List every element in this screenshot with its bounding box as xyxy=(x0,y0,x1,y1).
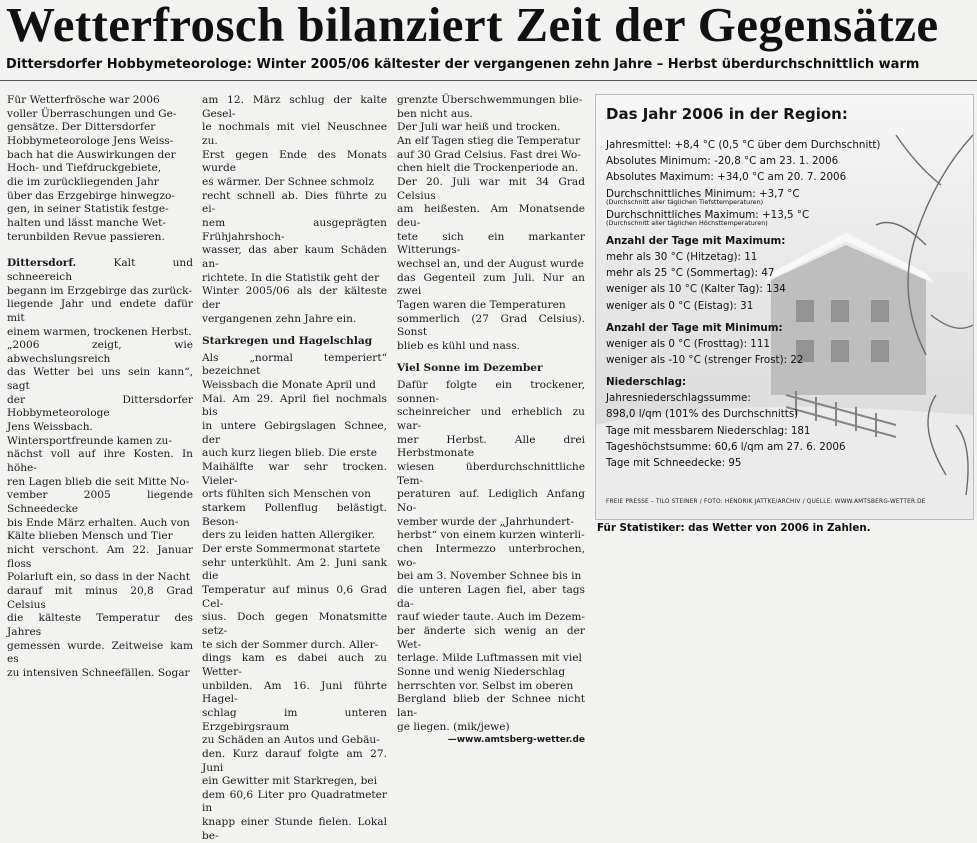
subheadline: Dittersdorfer Hobbymeteorologe: Winter 2005/06 kältester der vergangenen zehn Jahre – Herbst überdurchschnittlich warm xyxy=(6,57,920,72)
group-heading: Anzahl der Tage mit Minimum: xyxy=(606,321,783,334)
stat-row: Tageshöchstsumme: 60,6 l/qm am 27. 6. 2006 xyxy=(606,440,846,453)
stat-row: weniger als 10 °C (Kalter Tag): 134 xyxy=(606,283,786,296)
divider xyxy=(0,80,977,81)
section-heading: Starkregen und Hagelschlag xyxy=(202,335,373,348)
article-paragraph: Dafür folgte ein trockener, sonnen- scheinreicher und erheblich zu war- mer Herbst. Alle drei Herbstmonate wiesen überdurchschnittliche Tem- peraturen auf. Lediglich Anfang No- vember wurde der „Jahrhundert- herbst“ von einem kurzen winterli- chen Intermezzo unterbrochen, wo- bei am 3. November Schnee bis in die unteren Lagen fiel, aber tags da- rauf wieder taute. Auch im Dezem- ber änderte sich wenig an der Wet- terlage. Milde Luftmassen mit viel Sonne und wenig Niederschlag herrschten vor. Selbst im oberen Bergland blieb der Schnee nicht lan- ge liegen. (mik/jewe) xyxy=(397,379,585,733)
article-text: Kalt und schneereich begann im Erzgebirge das zurück- liegende Jahr und endete dafür mit einem warmen, trockenen Herbst. „2006 zeigt, wie abwechslungsreich das Wetter bei uns sein kann“, sagt der Dittersdorfer Hobbymeteorologe Jens Weissbach. xyxy=(7,257,193,434)
article-paragraph: Der Juli war heiß und trocken. An elf Tagen stieg die Temperatur auf 30 Grad Celsius. Fast drei Wo- chen hielt die Trockenperiode an. Der 20. Juli war mit 34 Grad Celsius am heißesten. Am Monatsende deu- tete sich ein markanter Witterungs- wechsel an, und der August wurde das Gegenteil zum Juli. Nur an zwei Tagen waren die Temperaturen sommerlich (27 Grad Celsius). Sonst blieb es kühl und nass. xyxy=(397,121,585,352)
stat-row: 898,0 l/qm (101% des Durchschnitts) xyxy=(606,408,799,421)
stat-note: (Durchschnitt aller täglichen Höchsttemperaturen) xyxy=(606,219,768,228)
stat-row: weniger als 0 °C (Frosttag): 111 xyxy=(606,337,770,350)
article-intro: Für Wetterfrösche war 2006 voller Überraschungen und Ge- gensätze. Der Dittersdorfer Hobbymeteorologe Jens Weiss- bach hat die Auswirkungen der Hoch- und Tiefdruckgebiete, die im zurückliegenden Jahr über das Erzgebirge hinwegzo- gen, in seiner Statistik festge- halten und lässt manche Wet- terunbilden Revue passieren. xyxy=(7,94,177,243)
stat-row: weniger als 0 °C (Eistag): 31 xyxy=(606,299,754,312)
article-column-2 xyxy=(202,94,387,843)
source-link[interactable]: —www.amtsberg-wetter.de xyxy=(447,735,585,746)
section-heading: Viel Sonne im Dezember xyxy=(397,362,543,375)
article-paragraph: Der erste Sommermonat startete sehr unterkühlt. Am 2. Juni sank die Temperatur auf minus 0,6 Grad Cel- sius. Doch gegen Monatsmitte setz- te sich der Sommer durch. Aller- dings kam es dabei auch zu Wetter- unbilden. Am 16. Juni führte Hagel- schlag im unteren Erzgebirgsraum zu Schäden an Autos und Gebäu- den. Kurz darauf folgte am 27. Juni ein Gewitter mit Starkregen, bei dem 60,6 Liter pro Quadratmeter in knapp einer Stunde fielen. Lokal be- xyxy=(202,543,387,842)
stat-row xyxy=(606,186,966,206)
headline: Wetterfrosch bilanziert Zeit der Gegensätze xyxy=(6,0,939,52)
stat-row: Tage mit Schneedecke: 95 xyxy=(606,457,742,470)
stat-text: Durchschnittliches Maximum: +13,5 °C xyxy=(606,208,810,221)
stat-row xyxy=(606,207,966,227)
stat-text: Durchschnittliches Minimum: +3,7 °C xyxy=(606,187,800,200)
photo-credit: FREIE PRESSE – TILO STEINER / FOTO: HENDRIK JATTKE/ARCHIV / QUELLE: WWW.AMTSBERG-WETTER.DE xyxy=(606,499,926,505)
stat-note: (Durchschnitt aller täglichen Tiefsttemperaturen) xyxy=(606,197,764,206)
stat-row: weniger als -10 °C (strenger Frost): 22 xyxy=(606,354,804,367)
article-column-3 xyxy=(397,94,585,748)
stat-row: Jahresmittel: +8,4 °C (0,5 °C über dem Durchschnitt) xyxy=(606,139,881,151)
article-column-1 xyxy=(7,94,193,681)
article-paragraph: grenzte Überschwemmungen blie- ben nicht aus. xyxy=(397,94,583,120)
box-title: Das Jahr 2006 in der Region: xyxy=(606,105,848,123)
stat-row: Jahresniederschlagssumme: xyxy=(606,392,751,405)
stat-row: mehr als 25 °C (Sommertag): 47 xyxy=(606,267,775,280)
stat-row: Tage mit messbarem Niederschlag: 181 xyxy=(606,424,811,437)
article-paragraph: Als „normal temperiert“ bezeichnet Weissbach die Monate April und Mai. Am 29. April fiel nochmals bis in untere Gebirgslagen Schnee, der auch kurz liegen blieb. Die erste Maihälfte war sehr trocken. Vieler- orts fühlten sich Menschen von starkem Pollenflug belästigt. Beson- ders zu leiden hatten Allergiker. xyxy=(202,351,387,542)
article-paragraph: am 12. März schlug der kalte Gesel- le nochmals mit viel Neuschnee zu. Erst gegen Ende des Monats wurde es wärmer. Der Schnee schmolz recht schnell ab. Dies führte zu ei- nem ausgeprägten Frühjahrshoch- wasser, das aber kaum Schäden an- richtete. In die Statistik geht der Winter 2005/06 als der kälteste der vergangenen zehn Jahre ein. xyxy=(202,94,387,325)
group-heading: Niederschlag: xyxy=(606,376,687,389)
stat-row: mehr als 30 °C (Hitzetag): 11 xyxy=(606,251,758,264)
stats-content xyxy=(606,105,966,471)
stat-row: Absolutes Minimum: -20,8 °C am 23. 1. 2006 xyxy=(606,155,839,168)
dateline: Dittersdorf. xyxy=(7,257,77,270)
stat-row: Absolutes Maximum: +34,0 °C am 20. 7. 2006 xyxy=(606,171,847,184)
group-heading: Anzahl der Tage mit Maximum: xyxy=(606,235,786,248)
article-paragraph xyxy=(7,257,193,435)
box-caption: Für Statistiker: das Wetter von 2006 in Zahlen. xyxy=(597,522,871,534)
weather-stats-box xyxy=(595,94,974,520)
article-paragraph: Wintersportfreunde kamen zu- nächst voll auf ihre Kosten. In höhe- ren Lagen blieb die seit Mitte No- vember 2005 liegende Schneedecke bis Ende März erhalten. Auch von Kälte blieben Mensch und Tier nicht verschont. Am 22. Januar floss Polarluft ein, so dass in der Nacht darauf mit minus 20,8 Grad Celsius die kälteste Temperatur des Jahres gemessen wurde. Zeitweise kam es zu intensiven Schneefällen. Sogar xyxy=(7,434,193,679)
